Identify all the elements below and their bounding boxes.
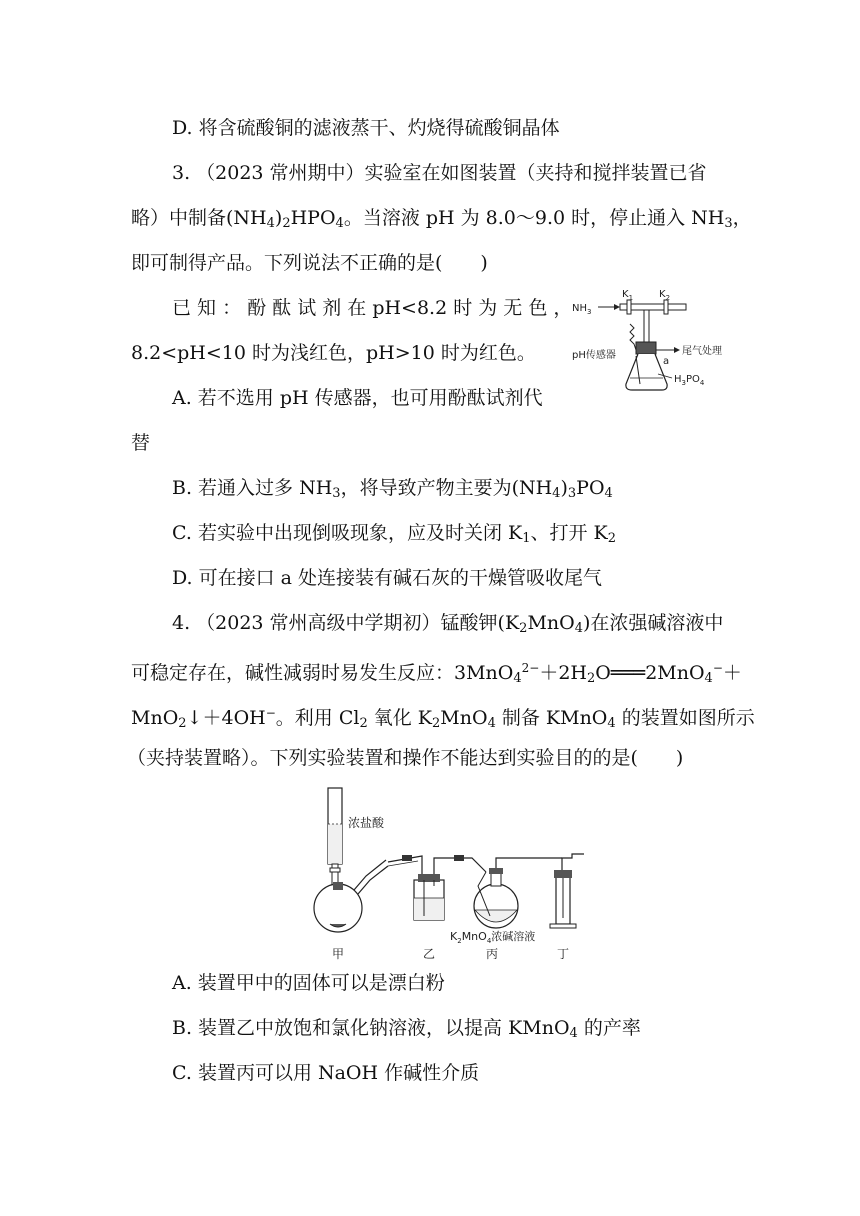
label-yi: 乙: [423, 947, 436, 961]
q3-known-line-1: 已 知 ： 酚 酞 试 剂 在 pH<8.2 时 为 无 色 ，: [172, 297, 573, 319]
k1-label: $K_1$: [622, 289, 634, 302]
tube-bing-ding: [496, 858, 562, 868]
h3po4-label: $H_3PO_4$: [674, 374, 705, 387]
q4-stem-line-3: MnO$_2$↓＋4OH−。利用 $Cl_2$ 氧化 $K_2MnO_4$ 制备 KMnO$_4$ 的装置如图所示: [131, 706, 755, 731]
flask-stopper: [636, 342, 656, 354]
q4-option-a: A. 装置甲中的固体可以是漂白粉: [172, 972, 445, 994]
q4-option-b: B. 装置乙中放饱和氯化钠溶液，以提高 KMnO$_4$ 的产率: [172, 1017, 641, 1041]
q2-option-d: D. 将含硫酸铜的滤液蒸干、灼烧得硫酸铜晶体: [172, 117, 560, 139]
q3-option-b: B. 若通入过多 $NH_3$，将导致产物主要为$(NH_4)_3PO_4$: [172, 477, 613, 501]
q4-apparatus-figure: [310, 784, 600, 966]
outlet-a-label: a: [663, 356, 670, 367]
k2mno4-label: $K_2MnO_4$浓碱溶液: [450, 930, 536, 945]
q3-stem-line-2: 略）中制备$(NH_4)_2HPO_4$。当溶液 pH 为 8.0～9.0 时，停止通入 $NH_3$，: [131, 207, 752, 231]
k2-stopcock: [664, 300, 668, 314]
q4-stem-line-4: （夹持装置略）。下列实验装置和操作不能达到实验目的的是( ): [127, 747, 684, 769]
conc-hcl-label: 浓盐酸: [348, 816, 385, 830]
conical-flask: [626, 354, 670, 390]
q4-option-c: C. 装置丙可以用 NaOH 作碱性介质: [172, 1062, 480, 1084]
q3-stem-line-1: 3. （2023 常州期中）实验室在如图装置（夹持和搅拌装置已省: [172, 162, 707, 184]
label-jia: 甲: [332, 947, 345, 961]
q3-known-line-2: 8.2<pH<10 时为浅红色，pH>10 时为红色。: [131, 342, 536, 364]
label-ding: 丁: [557, 947, 570, 961]
ph-sensor-label: pH传感器: [572, 350, 616, 361]
sensor-wire: [630, 324, 636, 350]
q3-apparatus-figure: [570, 284, 750, 396]
q4-stem-line-1: 4. （2023 常州高级中学期初）锰酸钾$(K_2MnO_4)$在浓强碱溶液中: [172, 612, 724, 636]
q3-stem-line-3: 即可制得产品。下列说法不正确的是( ): [131, 252, 488, 274]
q4-stem-line-2: 可稳定存在，碱性减弱时易发生反应：$3MnO_4^{2-}+2H_2O═══2MnO_4^-+$: [131, 661, 742, 686]
label-bing: 丙: [486, 947, 499, 961]
k2-label: $K_2$: [659, 289, 671, 302]
q3-option-a-line-1: A. 若不选用 pH 传感器，也可用酚酞试剂代: [172, 387, 543, 409]
nh3-label: $NH_3$: [572, 303, 592, 316]
tail-gas-label: 尾气处理: [682, 346, 722, 357]
q3-option-c: C. 若实验中出现倒吸现象，应及时关闭 $K_1$、打开 $K_2$: [172, 522, 616, 546]
q3-option-a-line-2: 替: [131, 432, 151, 454]
q3-option-d: D. 可在接口 a 处连接装有碱石灰的干燥管吸收尾气: [172, 567, 603, 589]
k1-stopcock: [627, 300, 631, 314]
